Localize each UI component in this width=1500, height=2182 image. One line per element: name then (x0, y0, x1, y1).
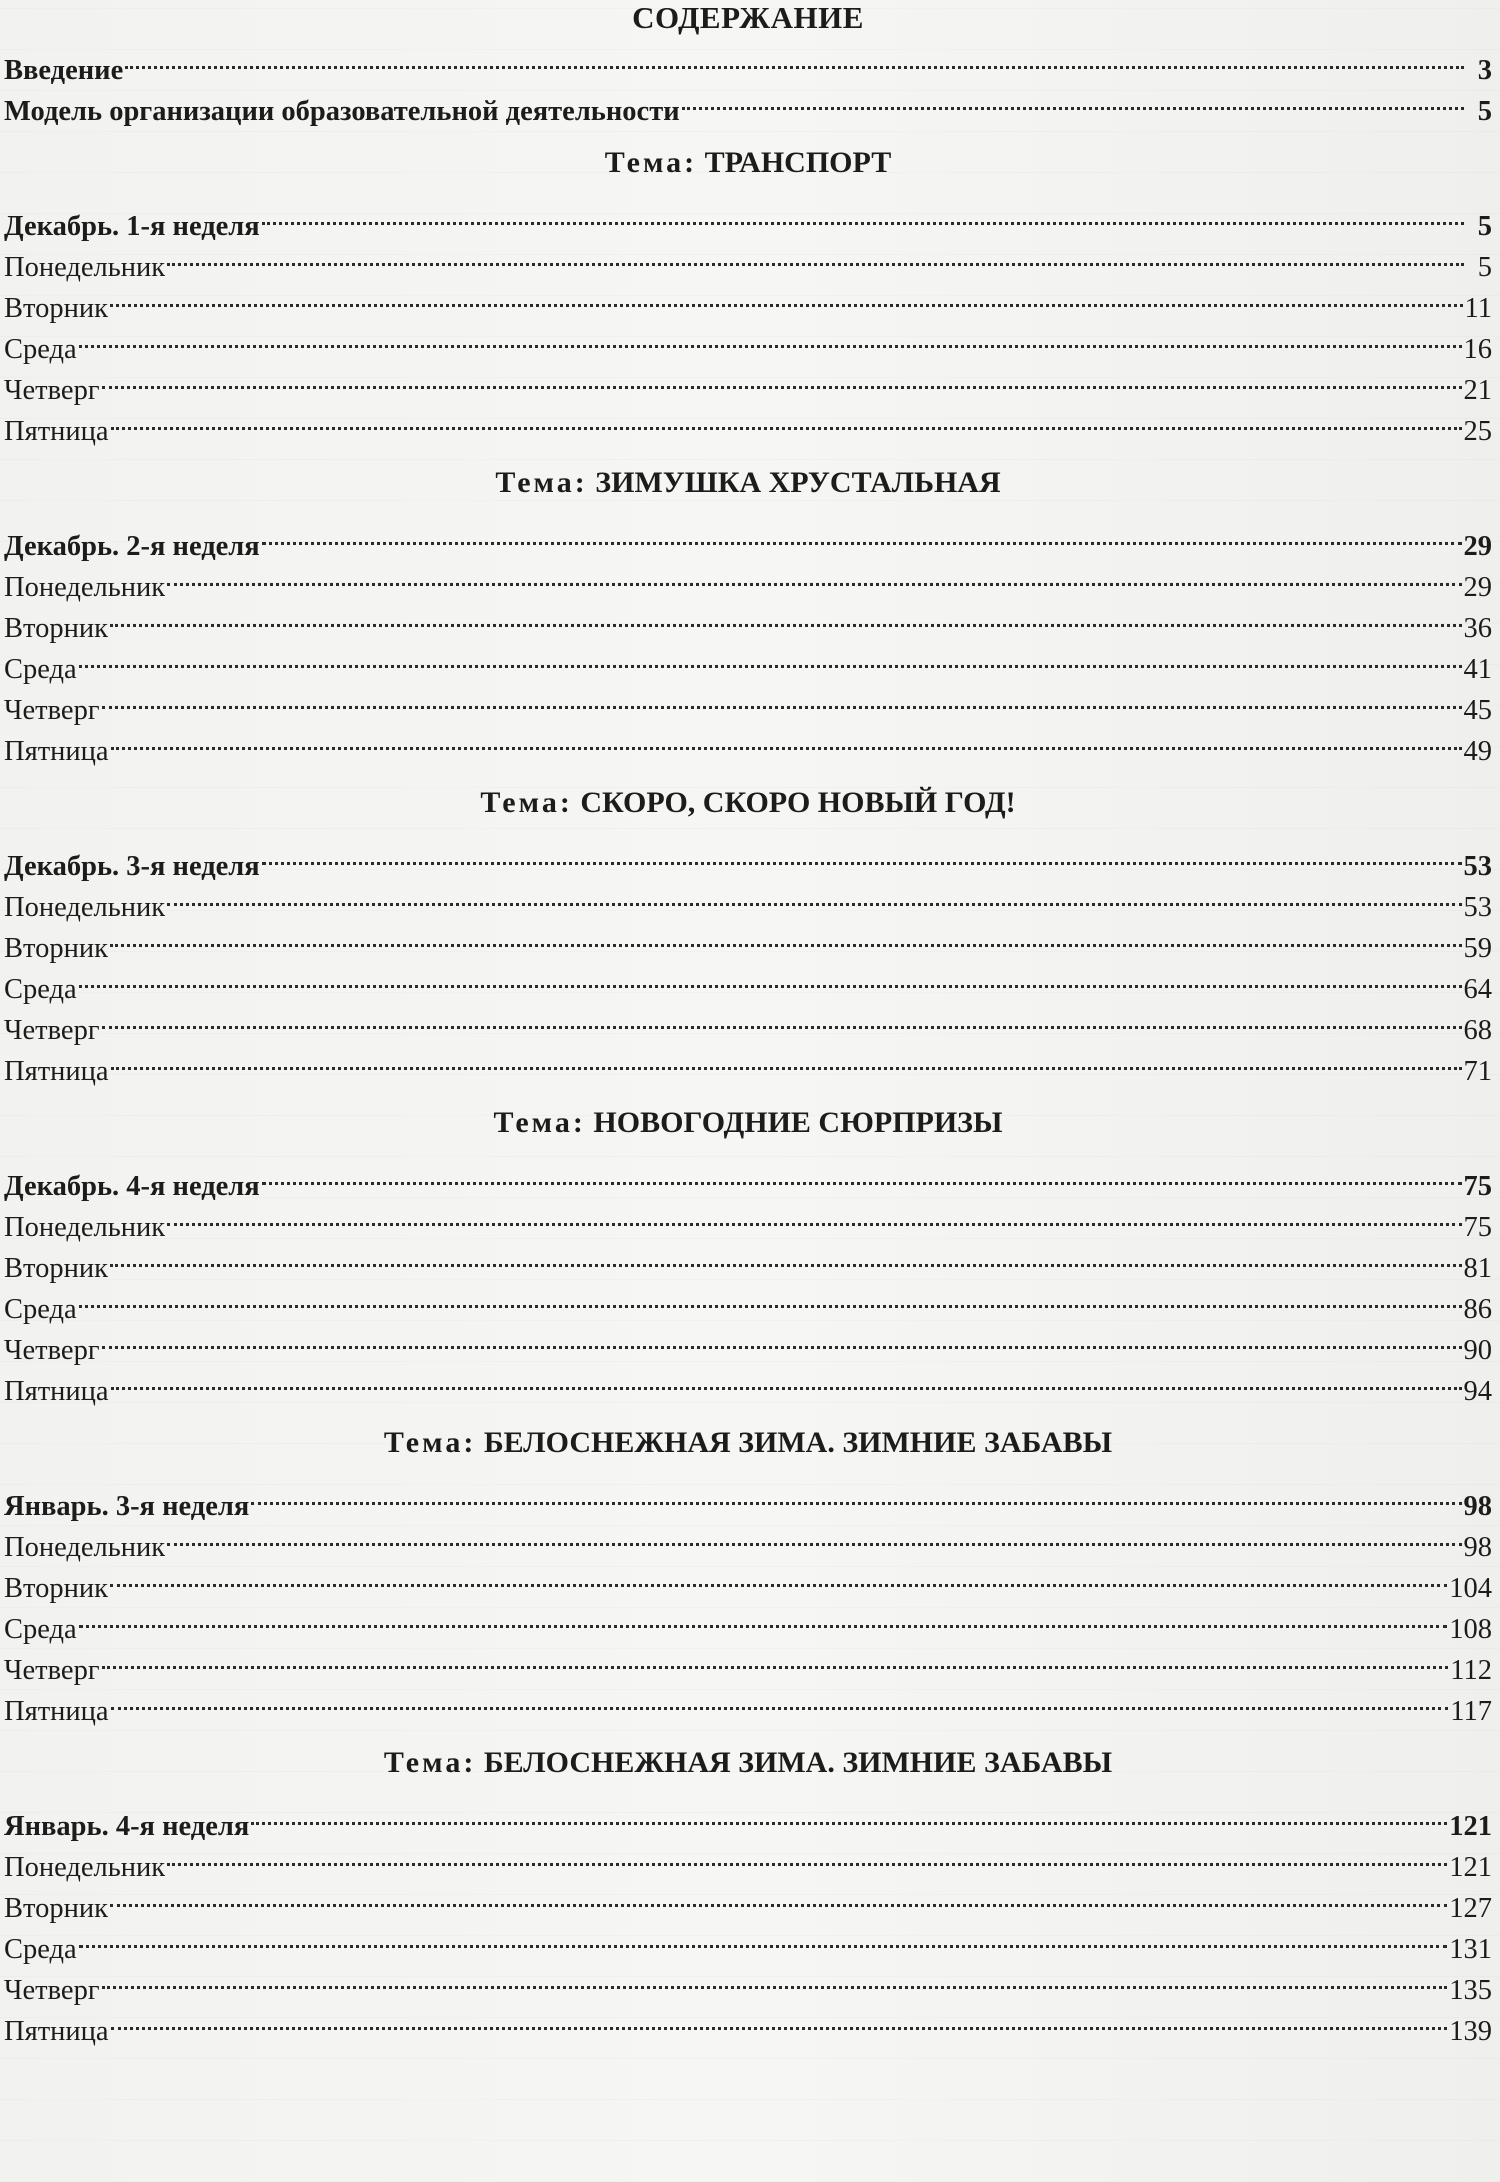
toc-entry-week[interactable] (4, 1474, 1492, 1522)
toc-page-number: 81 (1463, 1253, 1492, 1284)
page-title: СОДЕРЖАНИЕ (632, 0, 864, 35)
toc-page-number: 135 (1449, 1975, 1492, 2006)
toc-page-number: 5 (1477, 252, 1492, 283)
toc-entry-day[interactable] (4, 1039, 1492, 1087)
toc-entry-day[interactable] (4, 1277, 1492, 1325)
theme-prefix: Тема: (604, 146, 698, 179)
theme-name: СКОРО, СКОРО НОВЫЙ ГОД! (580, 786, 1016, 819)
toc-page-number: 16 (1463, 334, 1492, 365)
dot-leader (262, 194, 1464, 235)
toc-entry-label: Четверг (4, 375, 100, 406)
toc-entry-label: Декабрь. 4-я неделя (4, 1171, 260, 1202)
toc-entry-label: Понедельник (4, 1212, 166, 1243)
theme-heading (4, 1420, 1492, 1466)
theme-section (4, 140, 1492, 447)
dot-leader (110, 916, 1462, 957)
toc-entry-label: Понедельник (4, 252, 166, 283)
dot-leader (262, 1154, 1462, 1195)
theme-heading (4, 1740, 1492, 1786)
theme-sections (4, 140, 1492, 2047)
theme-prefix: Тема: (495, 466, 588, 499)
toc-page-number: 86 (1463, 1294, 1492, 1325)
toc-entry-day[interactable] (4, 1515, 1492, 1563)
toc-page-number: 94 (1463, 1376, 1492, 1407)
toc-entry-introduction[interactable] (4, 38, 1492, 86)
toc-page-number: 71 (1463, 1056, 1492, 1087)
theme-section (4, 780, 1492, 1087)
toc-entry-day[interactable] (4, 358, 1492, 406)
dot-leader (251, 1794, 1447, 1835)
toc-entry-label: Вторник (4, 613, 108, 644)
dot-leader (79, 957, 1462, 998)
toc-entry-day[interactable] (4, 637, 1492, 685)
toc-page-number: 53 (1463, 892, 1492, 923)
dot-leader (102, 1638, 1449, 1679)
toc-entry-week[interactable] (4, 514, 1492, 562)
toc-page-number: 3 (1477, 55, 1492, 86)
theme-name: БЕЛОСНЕЖНАЯ ЗИМА. ЗИМНИЕ ЗАБАВЫ (483, 1426, 1113, 1459)
dot-leader (167, 555, 1461, 596)
intro-entries (4, 38, 1492, 127)
toc-entry-day[interactable] (4, 1318, 1492, 1366)
toc-entry-day[interactable] (4, 1835, 1492, 1883)
toc-entry-label: Январь. 3-я неделя (4, 1491, 250, 1522)
dot-leader (167, 1515, 1461, 1556)
toc-entry-label: Четверг (4, 695, 100, 726)
toc-page-number: 64 (1463, 974, 1492, 1005)
toc-entry-day[interactable] (4, 875, 1492, 923)
toc-page-number: 45 (1463, 695, 1492, 726)
toc-page-number: 75 (1463, 1171, 1492, 1202)
dot-leader (167, 1835, 1447, 1876)
toc-entry-label: Понедельник (4, 892, 166, 923)
dot-leader (167, 235, 1464, 276)
dot-leader (167, 875, 1461, 916)
toc-page-number: 29 (1463, 572, 1492, 603)
toc-entry-day[interactable] (4, 1999, 1492, 2047)
toc-entry-label: Вторник (4, 933, 108, 964)
toc-page-number: 29 (1463, 531, 1492, 562)
dot-leader (167, 1195, 1461, 1236)
theme-name: ЗИМУШКА ХРУСТАЛЬНАЯ (595, 466, 1001, 499)
theme-section (4, 1740, 1492, 2047)
toc-entry-label: Пятница (4, 1696, 109, 1727)
toc-entry-label: Среда (4, 1614, 77, 1645)
toc-entry-label: Вторник (4, 1253, 108, 1284)
toc-page-number: 5 (1477, 211, 1492, 242)
dot-leader (79, 1917, 1448, 1958)
theme-heading (4, 140, 1492, 186)
dot-leader (79, 637, 1462, 678)
toc-entry-day[interactable] (4, 596, 1492, 644)
toc-entry-label: Среда (4, 974, 77, 1005)
theme-prefix: Тема: (383, 1746, 477, 1779)
toc-page-number: 59 (1463, 933, 1492, 964)
toc-entry-day[interactable] (4, 1958, 1492, 2006)
dot-leader (111, 399, 1462, 440)
theme-name: БЕЛОСНЕЖНАЯ ЗИМА. ЗИМНИЕ ЗАБАВЫ (483, 1746, 1113, 1779)
toc-entry-label: Декабрь. 1-я неделя (4, 211, 260, 242)
toc-entry-label: Модель организации образовательной деятельности (4, 96, 680, 127)
toc-page-number: 5 (1477, 96, 1492, 127)
dot-leader (79, 317, 1462, 358)
toc-entry-label: Среда (4, 1294, 77, 1325)
toc-entry-week[interactable] (4, 194, 1492, 242)
toc-entry-label: Январь. 4-я неделя (4, 1811, 250, 1842)
toc-page-number: 25 (1463, 416, 1492, 447)
theme-heading (4, 780, 1492, 826)
toc-entry-label: Пятница (4, 1376, 109, 1407)
toc-entry-model[interactable] (4, 79, 1492, 127)
toc-entry-day[interactable] (4, 555, 1492, 603)
toc-entry-day[interactable] (4, 1679, 1492, 1727)
dot-leader (682, 79, 1464, 120)
toc-entry-day[interactable] (4, 998, 1492, 1046)
theme-section (4, 1420, 1492, 1727)
dot-leader (102, 1958, 1448, 1999)
dot-leader (110, 596, 1462, 637)
toc-entry-label: Четверг (4, 1335, 100, 1366)
theme-name: НОВОГОДНИЕ СЮРПРИЗЫ (593, 1106, 1003, 1139)
toc-entry-label: Четверг (4, 1655, 100, 1686)
toc-entry-week[interactable] (4, 1154, 1492, 1202)
toc-entry-label: Введение (4, 55, 124, 86)
dot-leader (110, 276, 1463, 317)
toc-entry-label: Четверг (4, 1975, 100, 2006)
toc-page-number: 121 (1449, 1811, 1492, 1842)
dot-leader (110, 1556, 1447, 1597)
theme-section (4, 1100, 1492, 1407)
theme-section (4, 460, 1492, 767)
dot-leader (102, 998, 1462, 1039)
toc-entry-day[interactable] (4, 1917, 1492, 1965)
toc-page-number: 68 (1463, 1015, 1492, 1046)
dot-leader (102, 1318, 1462, 1359)
toc-page-number: 131 (1449, 1934, 1492, 1965)
toc-entry-day[interactable] (4, 1236, 1492, 1284)
toc-entry-label: Вторник (4, 1573, 108, 1604)
toc-entry-day[interactable] (4, 678, 1492, 726)
toc-page-number: 36 (1463, 613, 1492, 644)
toc-entry-label: Декабрь. 2-я неделя (4, 531, 260, 562)
toc-page-number: 108 (1449, 1614, 1492, 1645)
toc-entry-label: Понедельник (4, 1852, 166, 1883)
toc-entry-day[interactable] (4, 1195, 1492, 1243)
toc-page-number: 104 (1449, 1573, 1492, 1604)
toc-page-number: 11 (1464, 293, 1492, 324)
dot-leader (111, 719, 1462, 760)
toc-entry-day[interactable] (4, 276, 1492, 324)
toc-page-number: 75 (1463, 1212, 1492, 1243)
toc-page-number: 53 (1463, 851, 1492, 882)
theme-heading (4, 1100, 1492, 1146)
toc-entry-day[interactable] (4, 1876, 1492, 1924)
toc-entry-label: Пятница (4, 2016, 109, 2047)
toc-entry-day[interactable] (4, 235, 1492, 283)
dot-leader (79, 1277, 1462, 1318)
dot-leader (110, 1236, 1462, 1277)
toc-entry-label: Среда (4, 1934, 77, 1965)
theme-prefix: Тема: (493, 1106, 586, 1139)
dot-leader (251, 1474, 1461, 1515)
dot-leader (125, 38, 1464, 79)
dot-leader (111, 1039, 1462, 1080)
toc-page-number: 127 (1449, 1893, 1492, 1924)
toc-entry-day[interactable] (4, 1638, 1492, 1686)
dot-leader (110, 1876, 1447, 1917)
toc-entry-day[interactable] (4, 317, 1492, 365)
toc-page-number: 121 (1449, 1852, 1492, 1883)
dot-leader (111, 1359, 1462, 1400)
toc-entry-label: Среда (4, 334, 77, 365)
toc-entry-day[interactable] (4, 399, 1492, 447)
toc-entry-label: Вторник (4, 1893, 108, 1924)
toc-entry-day[interactable] (4, 916, 1492, 964)
dot-leader (262, 514, 1462, 555)
dot-leader (111, 1999, 1448, 2040)
toc-entry-label: Понедельник (4, 1532, 166, 1563)
dot-leader (102, 358, 1462, 399)
toc-entry-label: Четверг (4, 1015, 100, 1046)
toc-entry-label: Декабрь. 3-я неделя (4, 851, 260, 882)
toc-entry-week[interactable] (4, 1794, 1492, 1842)
toc-entry-week[interactable] (4, 834, 1492, 882)
toc-entry-day[interactable] (4, 1359, 1492, 1407)
toc-entry-label: Пятница (4, 1056, 109, 1087)
theme-name: ТРАНСПОРТ (704, 146, 892, 179)
dot-leader (79, 1597, 1448, 1638)
toc-page-number: 98 (1463, 1491, 1492, 1522)
theme-prefix: Тема: (383, 1426, 477, 1459)
toc-entry-label: Вторник (4, 293, 108, 324)
theme-prefix: Тема: (480, 786, 573, 819)
dot-leader (111, 1679, 1449, 1720)
toc-page-number: 117 (1450, 1696, 1492, 1727)
dot-leader (102, 678, 1462, 719)
toc-entry-label: Понедельник (4, 572, 166, 603)
toc-entry-label: Среда (4, 654, 77, 685)
toc-page-number: 41 (1463, 654, 1492, 685)
toc-page-number: 112 (1450, 1655, 1492, 1686)
toc-page-number: 21 (1463, 375, 1492, 406)
toc-page-number: 90 (1463, 1335, 1492, 1366)
toc-page-number: 98 (1463, 1532, 1492, 1563)
toc-entry-day[interactable] (4, 1556, 1492, 1604)
toc-entry-day[interactable] (4, 719, 1492, 767)
toc-entry-day[interactable] (4, 1597, 1492, 1645)
toc-entry-label: Пятница (4, 736, 109, 767)
toc-page-number: 49 (1463, 736, 1492, 767)
dot-leader (262, 834, 1462, 875)
theme-heading (4, 460, 1492, 506)
toc-entry-label: Пятница (4, 416, 109, 447)
toc-entry-day[interactable] (4, 957, 1492, 1005)
toc-page-number: 139 (1449, 2016, 1492, 2047)
